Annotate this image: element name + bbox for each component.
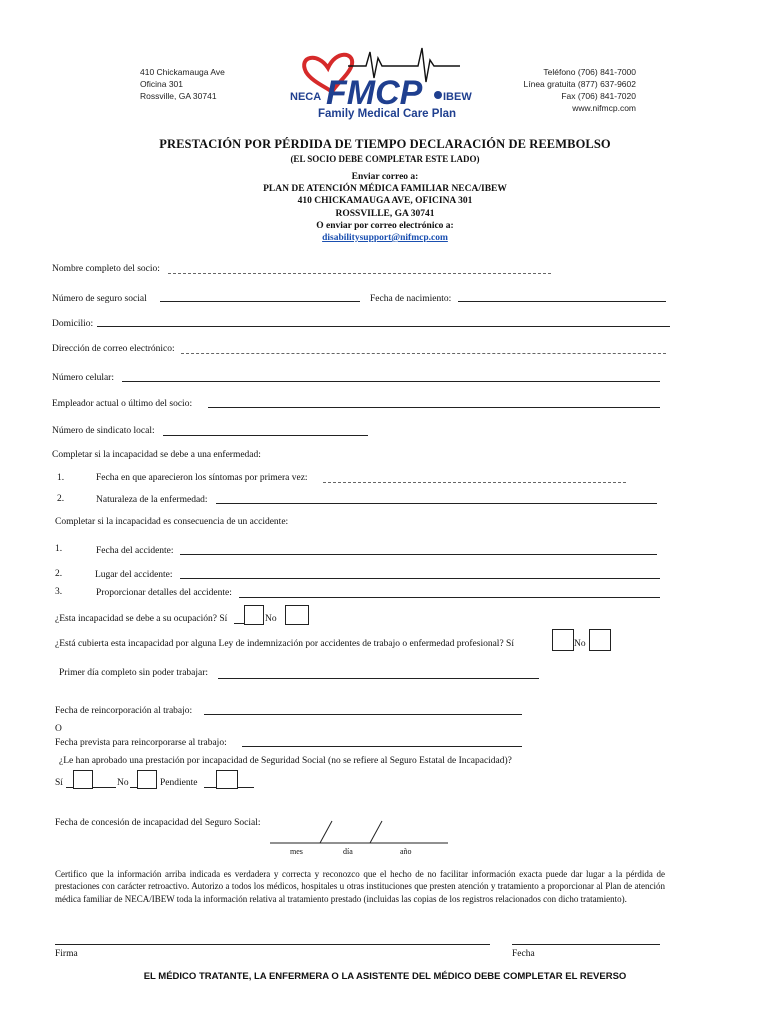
member-name-label: Nombre completo del socio: (52, 264, 160, 274)
symptoms-date-label: Fecha en que aparecieron los síntomas por primera vez: (96, 473, 308, 483)
year-label: año (400, 847, 412, 856)
dob-field[interactable] (458, 301, 666, 302)
ss-pending-label: Pendiente (160, 778, 198, 788)
phone: Teléfono (706) 841-7000 (543, 67, 636, 77)
plan-contact (524, 66, 636, 114)
first-day-field[interactable] (218, 678, 539, 679)
occupation-question: ¿Esta incapacidad se debe a su ocupación? Sí (55, 614, 228, 624)
accident-date-field[interactable] (180, 554, 657, 555)
cell-label: Número celular: (52, 373, 114, 383)
ss-date-label: Fecha de concesión de incapacidad del Seguro Social: (55, 818, 261, 828)
illness-heading: Completar si la incapacidad se debe a una enfermedad: (52, 450, 261, 460)
ssn-label: Número de seguro social (52, 294, 147, 304)
certification-text: Certifico que la información arriba indicada es verdadera y correcta y reconozco que el hecho de no facilitar información exacta puede dar lugar a la pérdida de prestaciones con carácter retroactivo. Autorizo a todos los médicos, hospitales u otras instituciones que presten atención y tratamiento a proporcionar al Plan de atención médica familiar de NECA/IBEW toda la información relativa al tratamiento prestado (incluidas las copias de los registros relacionados con dicho tratamiento). (55, 869, 665, 904)
signature-date-label: Fecha (512, 949, 535, 959)
email-link[interactable]: disabilitysupport@nifmcp.com (322, 233, 448, 244)
illness-nature-field[interactable] (216, 503, 657, 504)
mail-line: Enviar correo a: (351, 172, 419, 182)
expected-return-label: Fecha prevista para reincorporarse al trabajo: (55, 738, 227, 748)
month-label: mes (290, 847, 303, 856)
address-line: Oficina 301 (140, 79, 183, 89)
fax: Fax (706) 841-7020 (561, 91, 636, 101)
plan-address (140, 66, 225, 102)
expected-return-field[interactable] (242, 746, 522, 747)
signature-label: Firma (55, 949, 78, 959)
mail-line: O enviar por correo electrónico a: (316, 220, 454, 231)
union-field[interactable] (163, 435, 368, 436)
occupation-no-label: No (265, 614, 277, 624)
accident-heading: Completar si la incapacidad es consecuencia de un accidente: (55, 517, 289, 527)
fmcp-logo (288, 38, 472, 120)
mail-line: ROSSVILLE, GA 30741 (335, 208, 435, 219)
signature-date-field[interactable] (512, 944, 660, 945)
underline (234, 623, 244, 624)
return-date-field[interactable] (204, 714, 522, 715)
mail-line: 410 CHICKAMAUGA AVE, OFICINA 301 (297, 196, 473, 207)
accident-place-field[interactable] (180, 578, 660, 579)
workers-comp-yes-checkbox[interactable] (552, 629, 574, 651)
accident-details-label: Proporcionar detalles del accidente: (96, 588, 232, 598)
cell-field[interactable] (122, 381, 660, 382)
ss-yes-checkbox[interactable] (73, 770, 93, 789)
accident-date-label: Fecha del accidente: (96, 546, 174, 556)
member-name-field[interactable] (168, 273, 551, 274)
ssn-field[interactable] (160, 301, 360, 302)
item-number: 2. (57, 494, 65, 504)
item-number: 3. (55, 587, 63, 597)
occupation-yes-checkbox[interactable] (244, 605, 264, 625)
neca-wordmark: NECA (290, 91, 322, 103)
ss-question: ¿Le han aprobado una prestación por incapacidad de Seguridad Social (no se refiere al Seguro Estatal de Incapacidad)? (59, 756, 512, 766)
mailing-instructions (0, 171, 770, 244)
item-number: 2. (55, 569, 63, 579)
ss-yes-label: Sí (55, 778, 63, 788)
ss-no-label: No (117, 778, 129, 788)
address-line: 410 Chickamauga Ave (140, 67, 225, 77)
reverse-instruction: EL MÉDICO TRATANTE, LA ENFERMERA O LA ASISTENTE DEL MÉDICO DEBE COMPLETAR EL REVERSO (143, 971, 627, 982)
employer-label: Empleador actual o último del socio: (52, 399, 193, 409)
workers-comp-no-label: No (574, 639, 586, 649)
return-date-label: Fecha de reincorporación al trabajo: (55, 706, 193, 716)
logo-tagline: Family Medical Care Plan (318, 108, 457, 120)
item-number: 1. (55, 544, 63, 554)
workers-comp-no-checkbox[interactable] (589, 629, 611, 651)
form-title: PRESTACIÓN POR PÉRDIDA DE TIEMPO DECLARACIÓN DE REEMBOLSO (159, 137, 611, 151)
website: www.nifmcp.com (572, 103, 636, 113)
email-field[interactable] (181, 353, 666, 354)
dob-label: Fecha de nacimiento: (370, 294, 452, 304)
first-day-label: Primer día completo sin poder trabajar: (59, 668, 209, 678)
signature-field[interactable] (55, 944, 490, 945)
accident-place-label: Lugar del accidente: (95, 570, 173, 580)
address-line: Rossville, GA 30741 (140, 91, 217, 101)
item-number: 1. (57, 473, 65, 483)
toll-free: Línea gratuita (877) 637-9602 (523, 79, 636, 89)
or-label: O (55, 724, 62, 734)
day-label: día (343, 847, 353, 856)
ibew-wordmark: IBEW (443, 91, 472, 103)
fmcp-wordmark: FMCP (326, 74, 423, 112)
ss-pending-checkbox[interactable] (216, 770, 238, 789)
ss-date-field[interactable] (270, 818, 450, 848)
address-label: Domicilio: (52, 319, 94, 329)
form-subtitle: (EL SOCIO DEBE COMPLETAR ESTE LADO) (290, 154, 480, 164)
address-field[interactable] (97, 326, 670, 327)
mail-line: PLAN DE ATENCIÓN MÉDICA FAMILIAR NECA/IBEW (263, 184, 507, 195)
union-label: Número de sindicato local: (52, 426, 155, 436)
employer-field[interactable] (208, 407, 660, 408)
symptoms-date-field[interactable] (323, 482, 626, 483)
occupation-no-checkbox[interactable] (285, 605, 309, 625)
ss-no-checkbox[interactable] (137, 770, 157, 789)
workers-comp-question: ¿Está cubierta esta incapacidad por alguna Ley de indemnización por accidentes de trabajo o enfermedad profesional? Sí (55, 639, 514, 649)
email-label: Dirección de correo electrónico: (52, 344, 175, 354)
accident-details-field[interactable] (239, 597, 660, 598)
illness-nature-label: Naturaleza de la enfermedad: (96, 495, 208, 505)
